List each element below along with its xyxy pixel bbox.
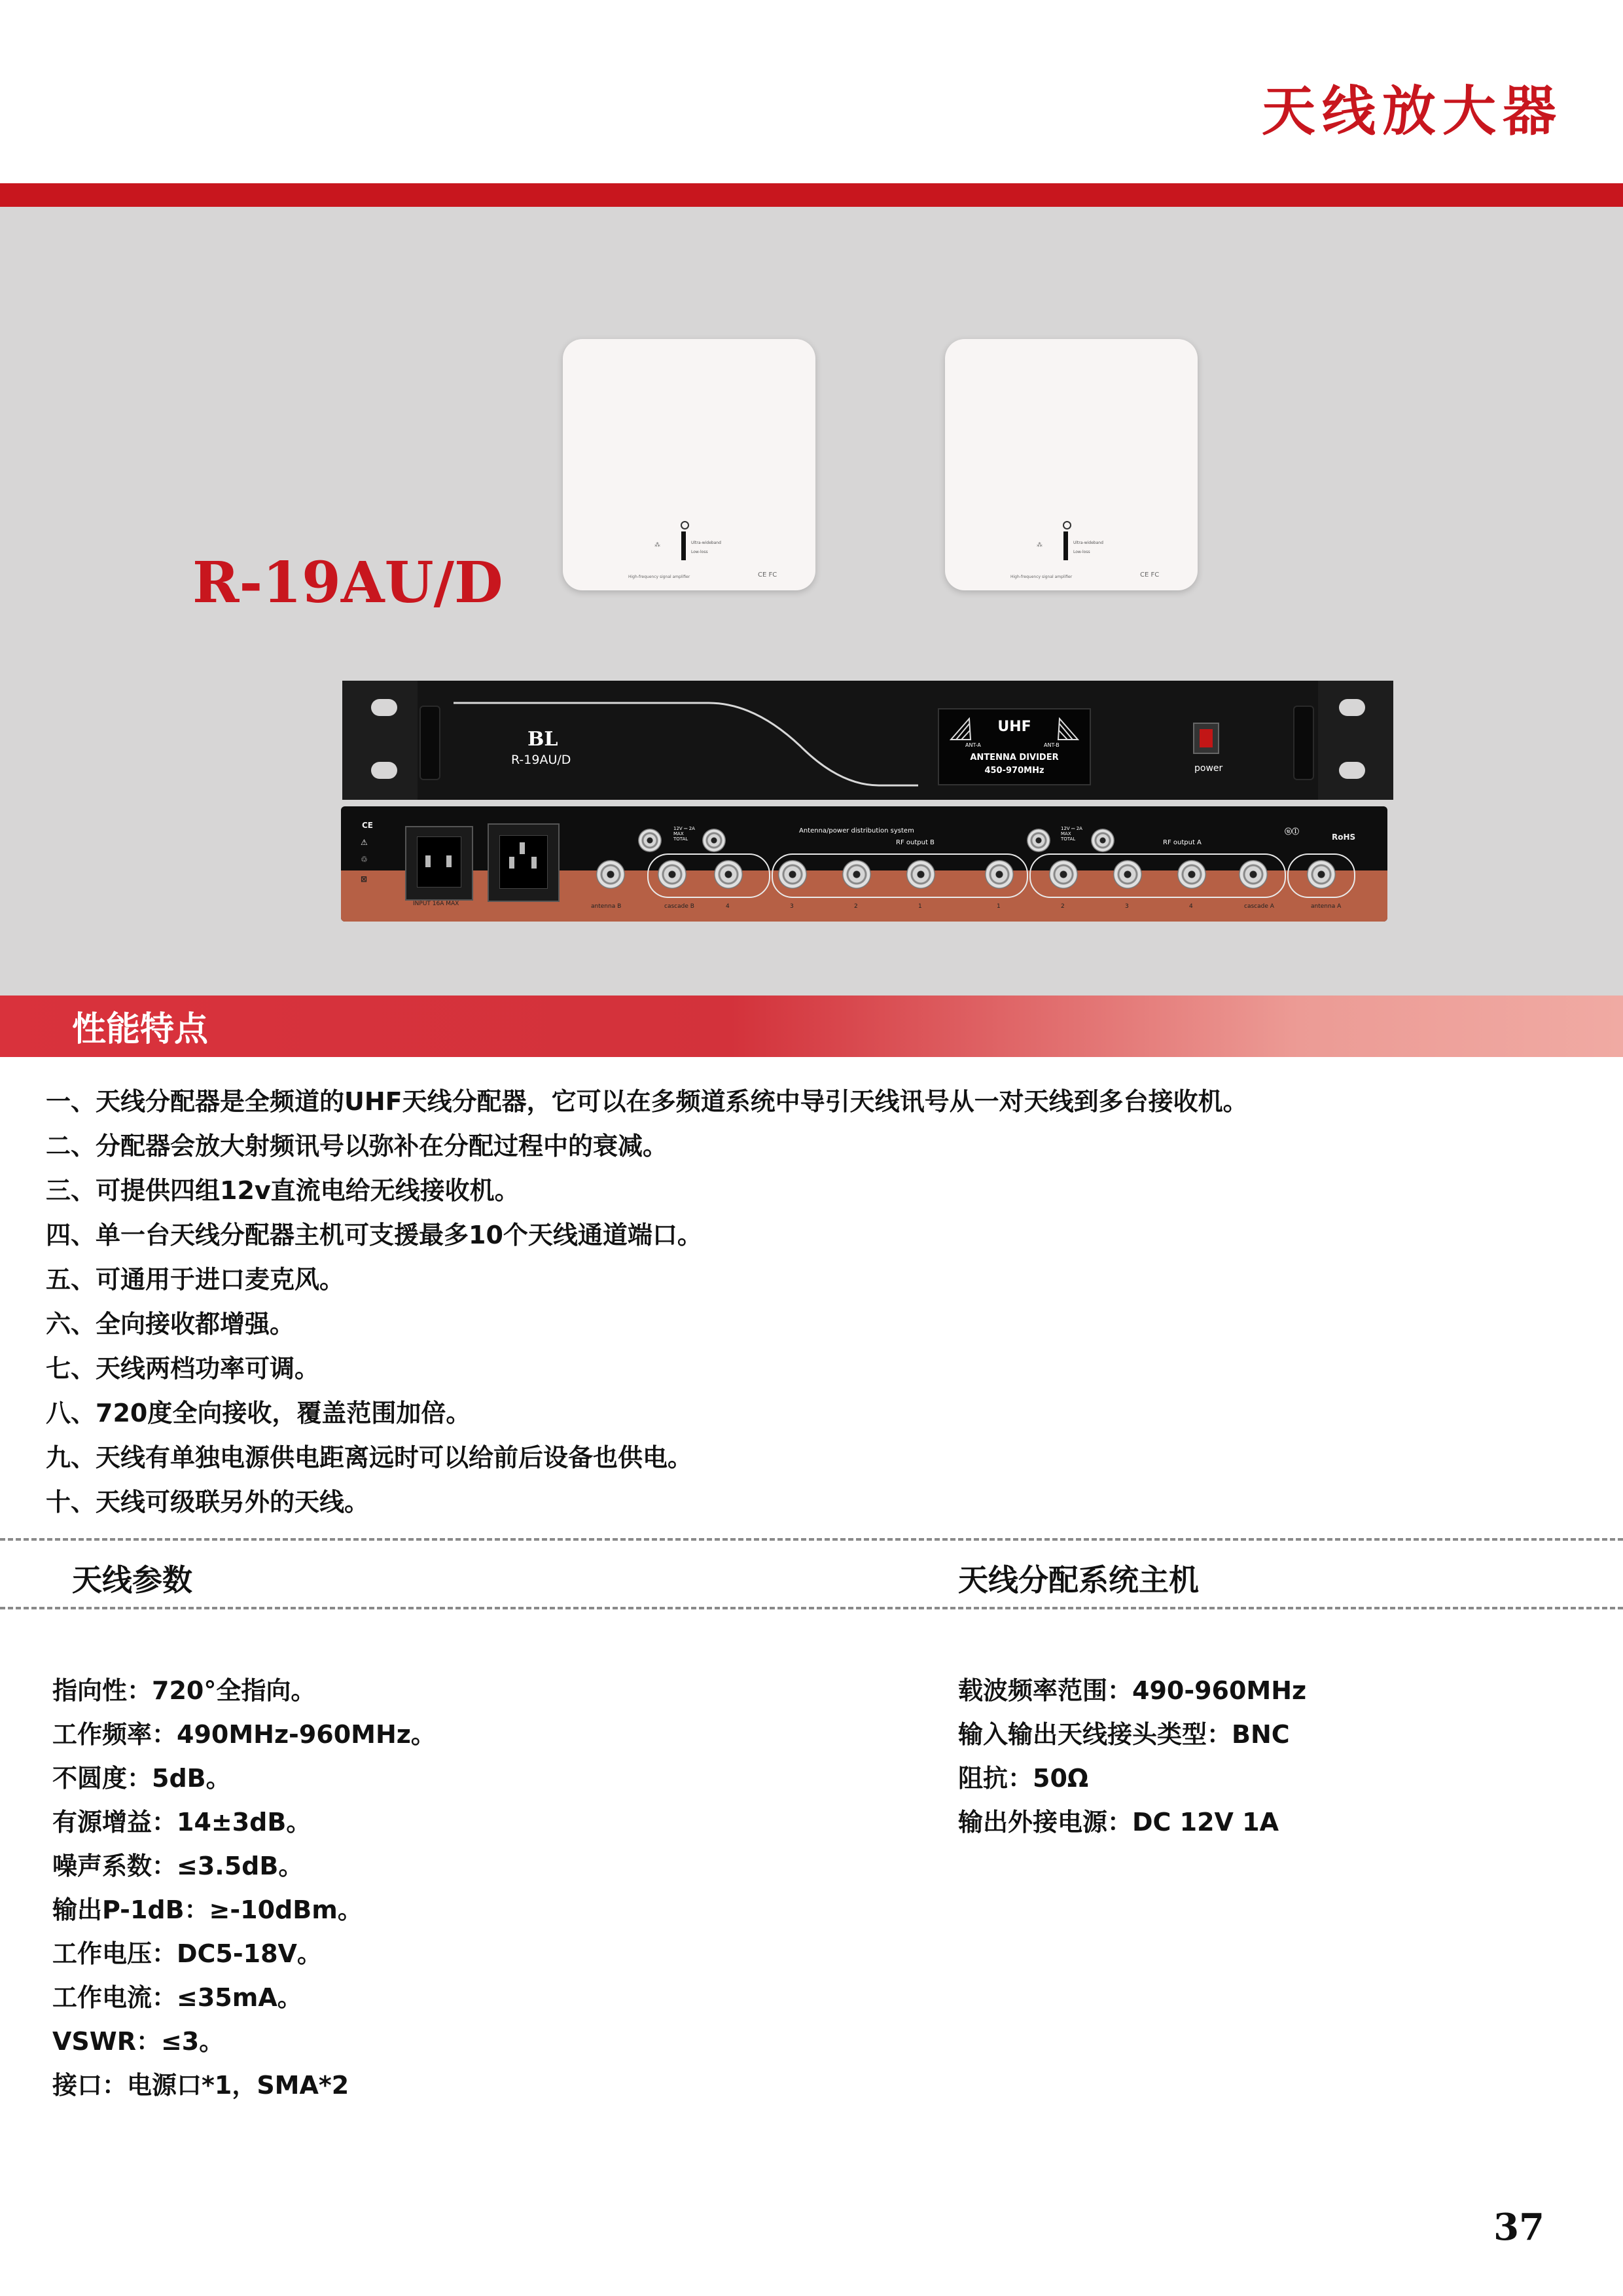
port-number: 3: [790, 903, 794, 910]
antenna-text-2: Low-loss: [691, 550, 708, 554]
port-number: 2: [1061, 903, 1065, 910]
host-spec: 输入输出天线接头类型：BNC: [958, 1720, 1290, 1749]
antenna-spec: 工作频率：490MHz-960MHz。: [52, 1720, 436, 1749]
features-title: 性能特点: [72, 1010, 209, 1049]
feature-item: 一、天线分配器是全频道的UHF天线分配器，它可以在多频道系统中导引天线讯号从一对天线到多台接收机。: [46, 1087, 1248, 1116]
cascade-a-bnc[interactable]: [1239, 860, 1268, 889]
antenna-a-label: antenna A: [1311, 903, 1342, 910]
host-spec: 载波频率范围：490-960MHz: [958, 1676, 1307, 1705]
rf-out-a4-bnc[interactable]: [1177, 860, 1206, 889]
host-spec: 阻抗：50Ω: [958, 1764, 1089, 1793]
rohs-mark: RoHS: [1332, 833, 1356, 842]
antenna-spec: 不圆度：5dB。: [52, 1764, 231, 1793]
cascade-a-label: cascade A: [1244, 903, 1274, 910]
divider-rear-panel: [341, 806, 1387, 922]
antenna-b-label: antenna B: [591, 903, 622, 910]
ce-mark: CE: [362, 821, 374, 830]
recycle-icon: ♲: [361, 855, 368, 864]
dc-out-bnc-a1[interactable]: [1027, 829, 1050, 852]
ul-mark: ⓤⓛ: [1285, 827, 1299, 836]
rf-out-a3-bnc[interactable]: [1113, 860, 1142, 889]
dc-label-line: 12V ⎓ 2A: [1061, 826, 1082, 831]
antenna-spec: VSWR：≤3。: [52, 2027, 224, 2056]
display-frequency: 450-970MHz: [984, 766, 1044, 776]
port-number: 4: [1189, 903, 1193, 910]
feature-item: 五、可通用于进口麦克风。: [46, 1265, 345, 1294]
antenna-cert: CE FC: [1140, 571, 1160, 579]
rf-out-a2-bnc[interactable]: [1049, 860, 1078, 889]
antenna-spec: 接口：电源口*1，SMA*2: [52, 2071, 349, 2100]
antenna-text-1: Ultra-wideband: [691, 541, 721, 545]
fuse-socket: [417, 836, 461, 888]
antenna-spec: 工作电流：≤35mA。: [52, 1983, 302, 2012]
power-switch-rocker: [1200, 729, 1213, 747]
panel-brand: BL: [527, 728, 558, 751]
dc-label-a: [1061, 826, 1082, 842]
feature-item: 六、全向接收都增强。: [46, 1310, 295, 1338]
feature-item: 十、天线可级联另外的天线。: [46, 1488, 370, 1516]
feature-item: 四、单一台天线分配器主机可支援最多10个天线通道端口。: [46, 1221, 702, 1249]
power-switch[interactable]: [1193, 723, 1219, 754]
panel-display: [938, 708, 1091, 785]
antenna-text-2: Low-loss: [1073, 550, 1090, 554]
host-spec: 输出外接电源：DC 12V 1A: [958, 1808, 1279, 1837]
page-number: 37: [1493, 2206, 1544, 2249]
dc-label-b: [673, 826, 695, 842]
page-title: 天线放大器: [1261, 81, 1563, 143]
antenna-spec: 工作电压：DC5-18V。: [52, 1939, 322, 1968]
feature-item: 九、天线有单独电源供电距离远时可以给前后设备也供电。: [46, 1443, 693, 1472]
socket-pin: [531, 857, 537, 869]
port-number: 4: [726, 903, 730, 910]
panel-model: R-19AU/D: [511, 753, 571, 767]
antenna-a-bnc[interactable]: [1307, 860, 1336, 889]
rf-out-b2-bnc[interactable]: [842, 860, 871, 889]
port-number: 1: [997, 903, 1001, 910]
feature-item: 三、可提供四组12v直流电给无线接收机。: [46, 1176, 520, 1205]
antenna-specs-heading: 天线参数: [72, 1562, 192, 1598]
warning-icon: ⚠: [361, 838, 368, 847]
host-specs-heading: 天线分配系统主机: [958, 1562, 1199, 1598]
feature-item: 七、天线两档功率可调。: [46, 1354, 320, 1383]
input-rating: INPUT 16A MAX: [413, 901, 459, 907]
feature-item: 二、分配器会放大射频讯号以弥补在分配过程中的衰减。: [46, 1132, 668, 1160]
antenna-foot-text: High-frequency signal amplifier: [1010, 575, 1073, 579]
dc-label-line: TOTAL: [673, 836, 688, 842]
antenna-glyph: ⁂: [1037, 542, 1043, 548]
antenna-mark: [681, 531, 686, 560]
dc-label-line: TOTAL: [1061, 836, 1076, 842]
antenna-unit-left: [563, 339, 815, 590]
antenna-b-bnc[interactable]: [596, 860, 625, 889]
socket-pin: [425, 855, 431, 867]
antenna-glyph: ⁂: [654, 542, 660, 548]
antenna-foot-text: High-frequency signal amplifier: [628, 575, 690, 579]
socket-pin: [446, 855, 452, 867]
antenna-spec: 指向性：720°全指向。: [52, 1676, 316, 1705]
antenna-spec: 有源增益：14±3dB。: [52, 1808, 312, 1837]
antenna-mark: [1063, 531, 1068, 560]
dashed-divider: [0, 1607, 1623, 1609]
dc-out-bnc-b2[interactable]: [702, 829, 726, 852]
antenna-spec: 输出P-1dB：≥-10dBm。: [52, 1895, 363, 1924]
dc-out-bnc-a2[interactable]: [1091, 829, 1115, 852]
display-band: UHF: [997, 719, 1031, 735]
dc-label-line: MAX: [1061, 831, 1071, 836]
rf-out-b3-bnc[interactable]: [778, 860, 807, 889]
dashed-divider: [0, 1538, 1623, 1541]
power-inlet[interactable]: [488, 823, 560, 902]
panel-swoosh: [342, 681, 1393, 800]
rf-out-b1-bnc[interactable]: [906, 860, 935, 889]
socket-pin: [520, 842, 525, 854]
system-title: Antenna/power distribution system: [799, 827, 914, 834]
display-ant-a: ANT-A: [965, 742, 981, 748]
model-name: R-19AU/D: [192, 550, 503, 616]
antenna-mark-dot: [1063, 521, 1071, 529]
display-ant-b: ANT-B: [1044, 742, 1060, 748]
antenna-text-1: Ultra-wideband: [1073, 541, 1103, 545]
port-number: 1: [918, 903, 922, 910]
features-banner: [0, 996, 1623, 1057]
cascade-b-label: cascade B: [664, 903, 694, 910]
rf-output-a-label: RF output A: [1163, 839, 1202, 846]
header-rule: [0, 183, 1623, 207]
fuse-inlet: [405, 826, 473, 901]
disposal-icon: ⊠: [361, 874, 368, 884]
rf-out-a1-bnc[interactable]: [985, 860, 1014, 889]
dc-label-line: MAX: [673, 831, 684, 836]
rf-output-b-label: RF output B: [896, 839, 935, 846]
antenna-unit-right: [945, 339, 1198, 590]
display-product-line: ANTENNA DIVIDER: [970, 753, 1059, 762]
dc-out-bnc-b1[interactable]: [638, 829, 662, 852]
power-label: power: [1194, 763, 1223, 774]
cascade-b-bnc[interactable]: [658, 860, 687, 889]
rf-out-b4-bnc[interactable]: [714, 860, 743, 889]
antenna-spec: 噪声系数：≤3.5dB。: [52, 1852, 304, 1880]
dc-label-line: 12V ⎓ 2A: [673, 826, 695, 831]
antenna-mark-dot: [681, 521, 689, 529]
power-socket: [499, 835, 548, 889]
socket-pin: [509, 857, 514, 869]
port-number: 2: [854, 903, 858, 910]
divider-front-panel: [342, 681, 1393, 800]
antenna-cert: CE FC: [758, 571, 777, 579]
feature-item: 八、720度全向接收，覆盖范围加倍。: [46, 1399, 471, 1427]
port-number: 3: [1125, 903, 1129, 910]
